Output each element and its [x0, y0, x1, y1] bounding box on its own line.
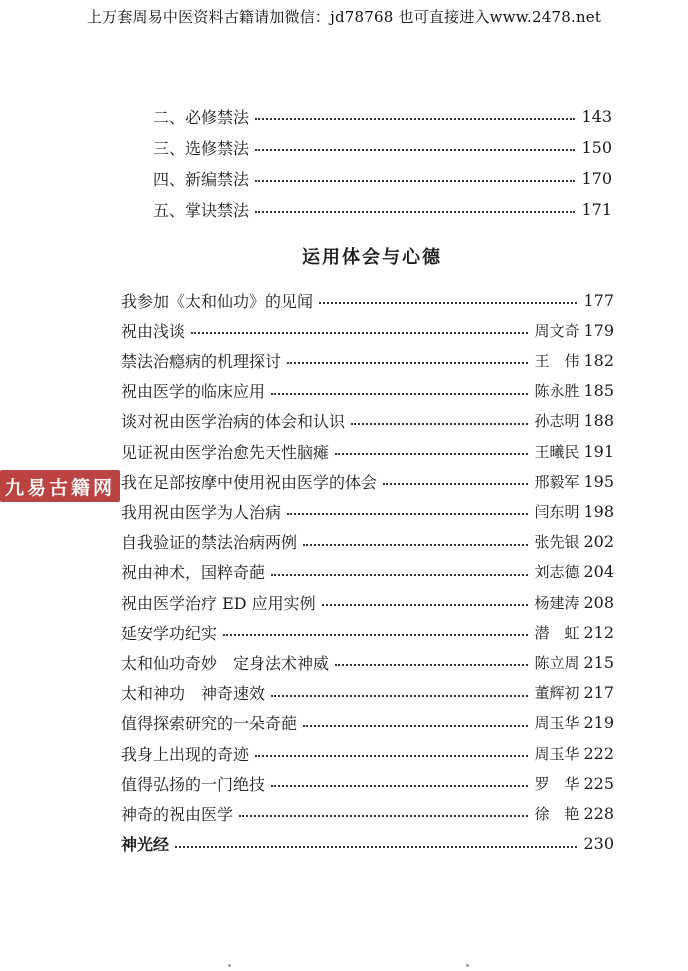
toc-entry-author: 张先银 — [534, 533, 580, 552]
toc-entry-author: 罗 华 — [534, 774, 580, 793]
toc-entry-author: 周玉华 — [534, 714, 580, 733]
toc-entry-title: 自我验证的禁法治病两例 — [121, 533, 298, 553]
toc-leader-dots — [255, 198, 575, 220]
toc-entry-title: 神奇的祝由医学 — [121, 804, 234, 824]
toc-entry-author: 潜 虹 — [534, 623, 580, 642]
toc-leader-dots — [383, 470, 528, 492]
toc-entry-title: 见证祝由医学治愈先天性脑瘫 — [121, 442, 330, 462]
toc-leader-dots — [255, 167, 575, 189]
toc-entry-author: 邢毅军 — [534, 472, 580, 491]
toc-entry-title: 五、掌诀禁法 — [153, 200, 250, 220]
toc-leader-dots — [175, 833, 577, 855]
toc-entry — [121, 682, 614, 704]
toc-entry — [121, 470, 614, 492]
toc-entry — [153, 167, 612, 189]
toc-entry-author: 周文奇 — [534, 321, 580, 340]
toc-entry-page: 230 — [583, 834, 614, 854]
toc-entry — [153, 198, 612, 220]
toc-entry — [121, 621, 614, 643]
toc-leader-dots — [322, 591, 529, 613]
toc-leader-dots — [239, 802, 528, 824]
toc-entry — [121, 712, 614, 734]
toc-entry-title: 祝由医学治疗 ED 应用实例 — [121, 593, 316, 613]
toc-entry-author: 闫东明 — [534, 502, 580, 521]
toc-leader-dots — [303, 712, 528, 734]
toc-entry-title: 二、必修禁法 — [153, 107, 250, 127]
toc-entry-page: 208 — [583, 592, 614, 612]
toc-entry — [153, 105, 612, 127]
toc-entry-title: 值得弘扬的一门绝技 — [121, 774, 266, 794]
toc-leader-dots — [255, 136, 575, 158]
section-heading: 运用体会与心德 — [302, 247, 442, 268]
toc-entry-title: 我在足部按摩中使用祝由医学的体会 — [121, 472, 378, 492]
scan-mark — [228, 964, 231, 967]
toc-leader-dots — [191, 319, 528, 341]
toc-entry-page: 202 — [583, 532, 614, 552]
toc-entry-page: 170 — [581, 168, 612, 188]
toc-entry-author: 周玉华 — [534, 744, 580, 763]
toc-entry-author: 杨建涛 — [534, 593, 580, 612]
page-header-banner: 上万套周易中医资料古籍请加微信：jd78768 也可直接进入www.2478.net — [86, 8, 602, 26]
toc-entry — [121, 772, 614, 794]
toc-entry-page: 195 — [583, 471, 614, 491]
toc-entry — [153, 136, 612, 158]
toc-entry-page: 171 — [581, 199, 612, 219]
toc-entry-title: 禁法治瘾病的机理探讨 — [121, 351, 282, 371]
toc-entry — [121, 561, 614, 583]
toc-entry-title: 我用祝由医学为人治病 — [121, 502, 282, 522]
watermark-stamp: 九易古籍网 — [0, 470, 120, 502]
toc-entry — [121, 802, 614, 824]
toc-leader-dots — [287, 500, 528, 522]
toc-entry — [121, 742, 614, 764]
toc-leader-dots — [255, 742, 528, 764]
toc-entry-title: 我身上出现的奇迹 — [121, 744, 250, 764]
toc-entry-page: 217 — [583, 683, 614, 703]
toc-entry — [121, 500, 614, 522]
toc-entry-author: 徐 艳 — [534, 804, 580, 823]
toc-entry-author: 陈永胜 — [534, 382, 580, 401]
toc-entry-title: 祝由神术，国粹奇葩 — [121, 563, 266, 583]
toc-entry-title: 神光经 — [121, 835, 170, 855]
toc-entry-author: 董辉初 — [534, 684, 580, 703]
toc-entry-author: 王曦民 — [534, 442, 580, 461]
toc-leader-dots — [335, 440, 528, 462]
toc-entry-title: 四、新编禁法 — [153, 169, 250, 189]
toc-entry — [121, 531, 614, 553]
toc-entry — [121, 651, 614, 673]
toc-entry-author: 孙志明 — [534, 412, 580, 431]
toc-entry-title: 太和仙功奇妙 定身法术神威 — [121, 653, 330, 673]
toc-entry — [121, 319, 614, 341]
toc-entry-title: 我参加《太和仙功》的见闻 — [121, 291, 314, 311]
toc-entry-page: 182 — [583, 350, 614, 370]
toc-entry-page: 191 — [583, 441, 614, 461]
scan-mark — [466, 964, 469, 967]
toc-entry-author: 陈立周 — [534, 653, 580, 672]
toc-entry-page: 215 — [583, 652, 614, 672]
toc-leader-dots — [255, 105, 575, 127]
toc-entry-page: 204 — [583, 562, 614, 582]
toc-entry — [121, 410, 614, 432]
toc-entry-title: 祝由浅谈 — [121, 321, 186, 341]
toc-entry-title: 太和神功 神奇速效 — [121, 684, 266, 704]
toc-entry — [121, 289, 614, 311]
toc-entry — [121, 440, 614, 462]
toc-entry — [121, 591, 614, 613]
toc-entry-author: 刘志德 — [534, 563, 580, 582]
toc-entry-page: 198 — [583, 501, 614, 521]
toc-leader-dots — [271, 380, 528, 402]
toc-entry-page: 212 — [583, 622, 614, 642]
toc-leader-dots — [287, 349, 528, 371]
toc-leader-dots — [271, 682, 528, 704]
toc-entry-page: 185 — [583, 381, 614, 401]
toc-entry-page: 143 — [581, 106, 612, 126]
toc-leader-dots — [335, 651, 528, 673]
toc-entry — [121, 833, 614, 855]
toc-entry-title: 三、选修禁法 — [153, 138, 250, 158]
toc-entry-page: 179 — [583, 320, 614, 340]
toc-entry-page: 188 — [583, 411, 614, 431]
toc-entry-title: 谈对祝由医学治病的体会和认识 — [121, 412, 346, 432]
toc-leader-dots — [319, 289, 577, 311]
toc-entry-title: 延安学功纪实 — [121, 623, 218, 643]
toc-entry-page: 219 — [583, 713, 614, 733]
toc-entry — [121, 349, 614, 371]
toc-entry — [121, 380, 614, 402]
toc-leader-dots — [223, 621, 528, 643]
toc-entry-page: 222 — [583, 743, 614, 763]
toc-leader-dots — [271, 561, 528, 583]
toc-entry-page: 225 — [583, 773, 614, 793]
toc-leader-dots — [271, 772, 528, 794]
toc-entry-page: 150 — [581, 137, 612, 157]
toc-entry-page: 177 — [583, 290, 614, 310]
toc-entry-title: 值得探索研究的一朵奇葩 — [121, 714, 298, 734]
toc-leader-dots — [351, 410, 528, 432]
toc-leader-dots — [303, 531, 528, 553]
toc-entry-page: 228 — [583, 803, 614, 823]
toc-entry-author: 王 伟 — [534, 351, 580, 370]
toc-entry-title: 祝由医学的临床应用 — [121, 382, 266, 402]
